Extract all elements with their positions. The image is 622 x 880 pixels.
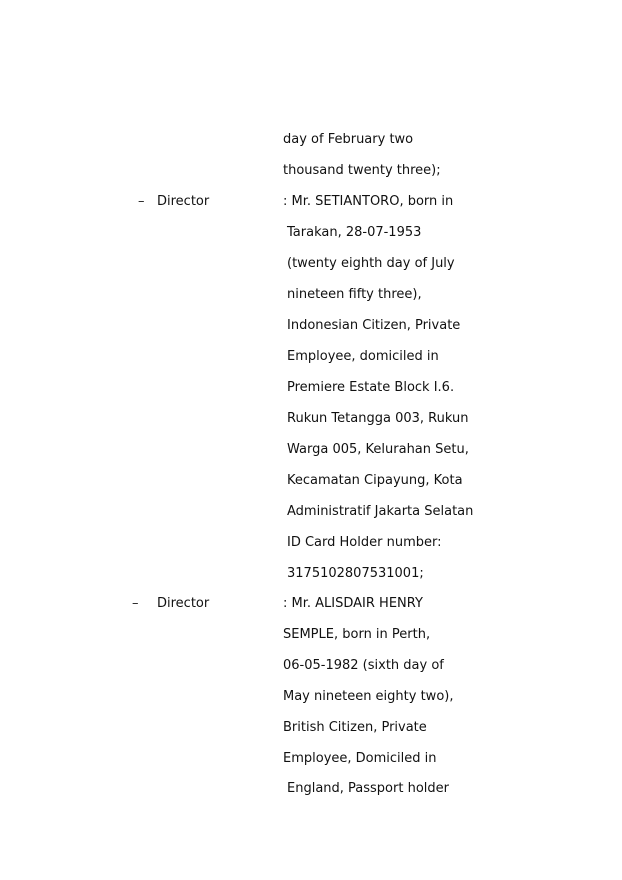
- text-line: Employee, Domiciled in: [283, 751, 437, 766]
- text-line: May nineteen eighty two),: [283, 689, 454, 704]
- text-line: England, Passport holder: [287, 781, 449, 796]
- text-line: thousand twenty three);: [283, 163, 441, 178]
- text-line: Premiere Estate Block I.6.: [287, 380, 455, 395]
- role-label: Director: [157, 194, 210, 209]
- text-line: : Mr. ALISDAIR HENRY: [283, 596, 423, 611]
- text-line: Rukun Tetangga 003, Rukun: [287, 411, 469, 426]
- text-line: Kecamatan Cipayung, Kota: [287, 473, 463, 488]
- text-line: Administratif Jakarta Selatan: [287, 504, 474, 519]
- text-line: ID Card Holder number:: [287, 535, 442, 550]
- text-line: Warga 005, Kelurahan Setu,: [287, 442, 469, 457]
- text-line: Tarakan, 28-07-1953: [287, 225, 422, 240]
- text-line: day of February two: [283, 132, 414, 147]
- text-line: British Citizen, Private: [283, 720, 427, 735]
- text-line: : Mr. SETIANTORO, born in: [283, 194, 454, 209]
- text-line: SEMPLE, born in Perth,: [283, 627, 431, 642]
- text-line: (twenty eighth day of July: [287, 256, 455, 271]
- text-line: nineteen fifty three),: [287, 287, 422, 302]
- text-line: 3175102807531001;: [287, 566, 424, 581]
- text-line: Employee, domiciled in: [287, 349, 439, 364]
- text-line: 06-05-1982 (sixth day of: [283, 658, 444, 673]
- text-line: Indonesian Citizen, Private: [287, 318, 461, 333]
- list-dash: –: [132, 596, 139, 611]
- role-label: Director: [157, 596, 210, 611]
- list-dash: –: [138, 194, 145, 209]
